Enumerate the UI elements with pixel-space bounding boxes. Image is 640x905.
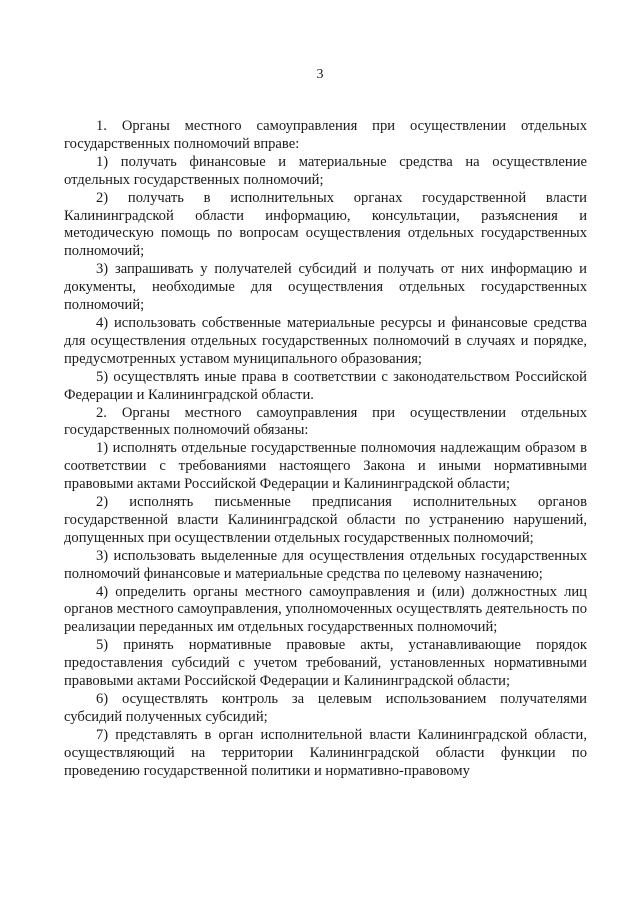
paragraph-11: 4) определить органы местного самоуправления и (или) должностных лиц органов местного самоуправления, уполномоченных осуществлять деятельность по реализации переданных им отдельных государственных полномочий; [64,583,587,636]
paragraph-5: 4) использовать собственные материальные ресурсы и финансовые средства для осуществления отдельных государственных полномочий в случаях и порядке, предусмотренных уставом муниципального образования; [64,314,587,367]
paragraph-1: 1. Органы местного самоуправления при осуществлении отдельных государственных полномочий вправе: [64,118,587,152]
paragraph-7: 2. Органы местного самоуправления при осуществлении отдельных государственных полномочий обязаны: [64,404,587,439]
paragraph-10: 3) использовать выделенные для осуществления отдельных государственных полномочий финансовые и материальные средства по целевому назначению; [64,547,587,582]
paragraph-2: 1) получать финансовые и материальные средства на осуществление отдельных государственных полномочий; [64,153,587,188]
paragraph-4: 3) запрашивать у получателей субсидий и получать от них информацию и документы, необходимые для осуществления отдельных государственных полномочий; [64,261,587,314]
paragraph-8: 1) исполнять отдельные государственные полномочия надлежащим образом в соответствии с требованиями настоящего Закона и иными нормативными правовыми актами Российской Федерации и Калининградской области; [64,440,587,493]
document-body [64,118,587,781]
paragraph-6: 5) осуществлять иные права в соответствии с законодательством Российской Федерации и Калининградской области. [64,368,587,403]
paragraph-13: 6) осуществлять контроль за целевым использованием получателями субсидий полученных субсидий; [64,691,587,725]
paragraph-14: 7) представлять в орган исполнительной власти Калининградской области, осуществляющий на территории Калининградской области функции по проведению государственной политики и нормативно-правовому [64,726,587,779]
paragraph-3: 2) получать в исполнительных органах государственной власти Калининградской области информацию, консультации, разъяснения и методическую помощь по вопросам осуществления отдельных государственных полномочий; [64,189,587,260]
paragraph-12: 5) принять нормативные правовые акты, устанавливающие порядок предоставления субсидий с учетом требований, установленных нормативными правовыми актами Российской Федерации и Калининградской области; [64,637,587,690]
paragraph-9: 2) исполнять письменные предписания исполнительных органов государственной власти Калининградской области по устранению нарушений, допущенных при осуществлении отдельных государственных полномочий; [64,494,587,546]
page-number: 3 [316,67,324,82]
